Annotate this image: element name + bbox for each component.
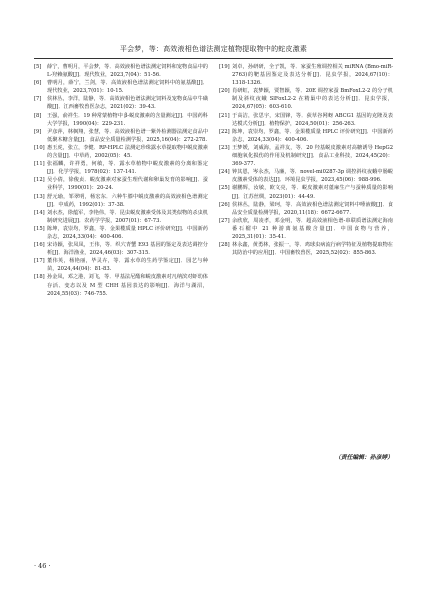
reference-text: 薛宁，曹明月，平会梦，等．高效液相色谱法测定饲料和宠物食品中的 L-羟赖氨酸[J]．现代牧业，2023,7(04)：51-56. [47, 64, 208, 79]
reference-number: [10] [34, 144, 45, 151]
reference-number: [24] [219, 169, 230, 176]
reference-number: [5] [34, 64, 42, 70]
reference-text: 孙金凤，邓之港，刘飞，等．甲基法尼酯和蜕皮激素对凡纳滨对虾幼体存活、变态以及 M 型 CHH 基因表达的影响[J]．海洋与湖沼，2024,55(03)：746-755. [47, 274, 208, 297]
reference-number: [28] [219, 242, 230, 249]
reference-item [219, 112, 393, 128]
reference-number: [25] [219, 185, 230, 192]
reference-item [34, 176, 208, 192]
reference-text: 肖研虹，袁梦颖，贾智颖，等．20E 调控家蚕 BmFoxL2-2 的分子机制及斜纹夜蛾 SlFoxL2-2 在精巢中的表达分析[J]．昆虫学报，2024,67(05)：603-610. [232, 88, 393, 111]
reference-item [34, 63, 208, 79]
reference-text: 于高洁，张思宇，宋国锋，等．荻草谷网蚜 ABCG1 基因的克隆及表达模式分析[J]．植物保护，2024,50(01)：256-263. [232, 112, 393, 127]
reference-text: 刘卓，孙研研，全子凯，等．家蚕生殖调控相关 miRNA (Bmo-miR-2763)的靶基因鉴定及表达分析[J]．昆虫学报，2024,67(10)：1318-1326. [232, 64, 393, 87]
reference-item [34, 128, 208, 144]
reference-item [34, 273, 208, 297]
reference-text: 陈坤，袁崇均，罗鑫，等．金果榄质量 HPLC 评价研究[J]．中国新药杂志，2024,33(04)：400-406. [47, 225, 208, 240]
reference-text: 舒元瑜，邹翠明，杨宏东．六种牛膝中蜕皮激素的高效液相色谱测定[J]．中成药，1992(01)：37-38. [47, 193, 208, 208]
reference-text: 谢鹏辉，汝敏，欧文亮，等．蜕皮激素对蓖麻生产与蚕种质量的影响[J]．江苏丝绸，2023(01)：44-49. [232, 185, 393, 200]
reference-item [34, 225, 208, 241]
reference-number: [27] [219, 217, 230, 224]
reference-item [219, 241, 393, 257]
reference-number: [8] [34, 112, 42, 119]
reference-text: 董伟英，杨艳丽，毕灵卉，等．露水草的生药学鉴定[J]．园艺与种苗，2024,44(04)：81-83. [47, 258, 208, 273]
reference-item [34, 193, 208, 209]
reference-number: [13] [34, 193, 45, 200]
reference-text: 吴小倩，徐俊贞．蜕皮激素对家蚕生理代谢和卵巢发育的影响[J]．蚕业科学，1990(01)：20-24. [47, 177, 208, 192]
reference-item [219, 168, 393, 184]
header-divider [34, 58, 393, 59]
reference-item [219, 217, 393, 241]
reference-text: 林永鑫，黄勇林，张振一，等．鸡球虫病流行病学特征及植物提取物在其防治中的应用[J]．中国畜牧兽医，2025,52(02)：855-863. [232, 242, 393, 257]
reference-number: [7] [34, 96, 42, 103]
reference-number: [17] [34, 258, 45, 265]
reference-text: 刘水杰，徐蕴军，李艳伟，等．昆虫蜕皮激素受体及其类似物的杀虫机制研究进展[J]．农药学学报，2007(01)：67-73. [47, 209, 208, 224]
reference-item [219, 184, 393, 200]
reference-text: 张福麟，许祥勇，何敏，等．露水草植物中蜕皮激素的分离和鉴定[J]．化学学报，1978(02)：137-141. [47, 161, 208, 176]
reference-number: [16] [34, 242, 45, 249]
reference-number: [18] [34, 274, 45, 281]
page-number: · 46 · [34, 562, 51, 570]
reference-number: [26] [219, 201, 230, 208]
reference-number: [15] [34, 225, 45, 232]
reference-text: 王梦媛，刘威海，孟祥友，等．20 羟基蜕皮激素对高糖诱导 HepG2 细胞氧化损伤的作用及机制研究[J]．食品工业科技，2024,45(20)：369-377. [232, 144, 393, 168]
reference-number: [19] [219, 64, 230, 70]
editor-note: （责任编辑：孙彦婷） [335, 455, 393, 461]
reference-item [34, 241, 208, 257]
reference-item [34, 257, 208, 273]
reference-item [34, 209, 208, 225]
references-right-column [219, 63, 393, 257]
reference-text: 侯林丛，陆静，梁珂，等．高效液相色谱法测定饲料中唾液酸[J]．食品安全质量检测学报，2020,11(18)：6672-6677. [232, 201, 393, 216]
reference-number: [20] [219, 88, 230, 95]
reference-item [34, 160, 208, 176]
reference-text: 钟其恩，岑永杰，马廉，等．novel-mi0287-3p 调控斜纹夜蛾中肠蜕皮激素受体的表达[J]．环境昆虫学报，2023,45(06)：988-996. [232, 169, 393, 184]
reference-text: 惠玉虎，张立，李健．RP-HPLC 法测定珍珠露水草提取物中蜕皮激素的含量[J]．中草药，2002(05)：45. [47, 144, 208, 160]
reference-number: [22] [219, 128, 230, 135]
reference-number: [21] [219, 112, 230, 119]
reference-text: 余欣欣，周凌孝，邓金明，等．超高效液相色谱-串联质谱法测定海南番石榴中 21 种游离氨基酸含量[J]．中国食物与营养，2025,31(01)：35-41. [232, 217, 393, 240]
reference-number: [12] [34, 177, 45, 184]
reference-text: 陈坤，袁崇均，罗鑫，等．金果榄质量 HPLC 评价研究[J]．中国新药杂志，2024,33(04)：400-406. [232, 128, 393, 143]
reference-item [219, 87, 393, 111]
reference-item [34, 144, 208, 160]
reference-text: 曹明月，薛宁，兰剑，等．高效液相色谱法测定饲料中的氨基酸[J]．现代牧业，2023,7(01)：10-15. [47, 80, 208, 95]
reference-text: 宋诗颖，张凤凤，王伟，等．织穴青蟹 E93 基因的鉴定及表达调控分析[J]．海洋渔业，2024,46(03)：307-315. [47, 242, 208, 257]
reference-item [34, 112, 208, 128]
reference-number: [23] [219, 144, 230, 151]
reference-item [34, 95, 208, 111]
reference-text: 王强，俞祥生．19 种常蒙植物中 β-蜕皮激素的含量测定[J]．中国药科大学学报，1990(04)：229-231. [47, 112, 208, 127]
reference-number: [9] [34, 128, 42, 135]
reference-item [219, 144, 393, 168]
reference-number: [14] [34, 209, 45, 216]
reference-item [219, 63, 393, 87]
reference-text: 尹彦萍，林枫翔，张慧，等．高效液相色谱一紫外检测器法测定食品中低聚木糖含量[J]．食品安全质量检测学报，2025,16(04)：272-278. [47, 128, 208, 143]
reference-item [34, 79, 208, 95]
reference-number: [11] [34, 161, 45, 168]
references-left-column [34, 63, 208, 298]
running-header [34, 44, 393, 58]
reference-text: 侯林丛，李洋，陆静，等．高效液相色谱法测定饲料及宠物食品中牛磺酸[J]．江西畜牧兽医杂志，2021(02)：39-43. [47, 96, 208, 111]
reference-number: [6] [34, 80, 42, 87]
reference-item [219, 128, 393, 144]
reference-item [219, 201, 393, 217]
running-title: 平会梦，等：高效液相色谱法测定植物提取物中的蛇皮激素 [119, 45, 308, 53]
